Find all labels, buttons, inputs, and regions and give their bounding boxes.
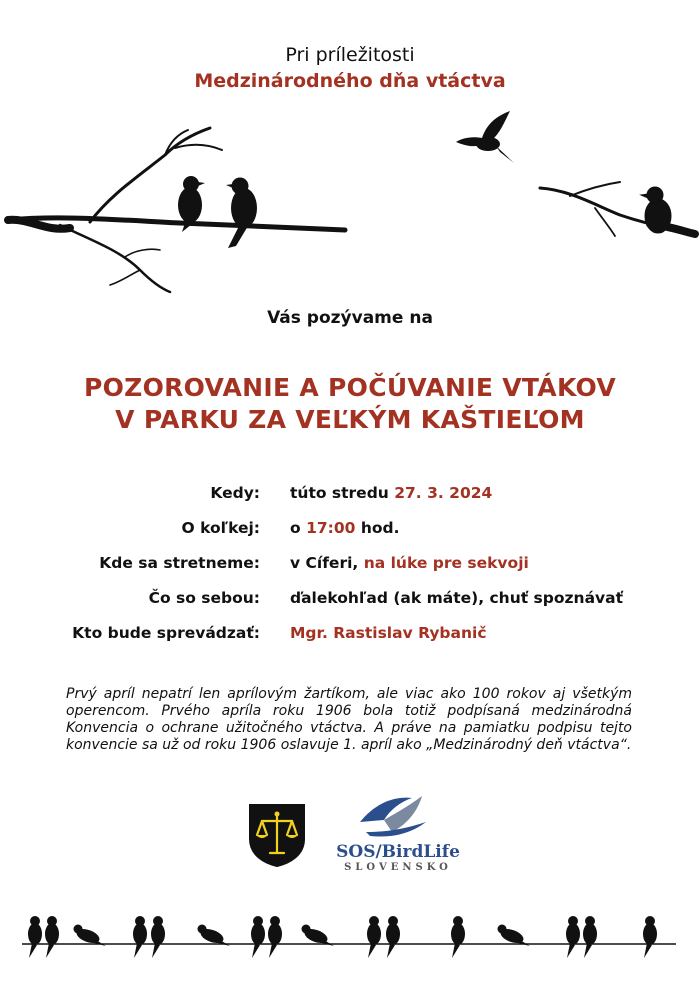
detail-row-when [0, 478, 700, 513]
detail-row-bring [0, 583, 700, 618]
detail-row-meet [0, 548, 700, 583]
intro-line-1: Pri príležitosti [285, 44, 415, 66]
invitation-line: Vás pozývame na [267, 308, 433, 328]
municipal-crest-icon [248, 803, 306, 867]
bird-on-branch-icon [0, 120, 360, 295]
detail-label-bring: Čo so sebou: [148, 589, 260, 607]
detail-row-guide [0, 618, 700, 653]
event-details [0, 478, 700, 653]
detail-label-when: Kedy: [210, 484, 260, 502]
detail-value-time-suffix: hod. [360, 519, 400, 537]
detail-value-meet-text: v Cíferi, [290, 554, 359, 572]
detail-value-time [290, 519, 399, 537]
meeting-place: na lúke pre sekvoji [363, 554, 529, 572]
info-paragraph: Prvý apríl nepatrí len aprílovým žartíkom, ale viac ako 100 rokov aj všetkým operencom. Prvého apríla roku 1906 bola totiž podpísaná medzinárodná Konvencia o ochrane užitočného vtáctva. A práve na pamiatku podpisu tejto konvencie sa už od roku 1906 oslavuje 1. apríl ako „Medzinárodný deň vtáctva“. [66, 686, 632, 753]
detail-value-when-text: túto stredu [290, 484, 389, 502]
detail-value-time-prefix: o [290, 519, 301, 537]
event-time: 17:00 [306, 519, 356, 537]
birdlife-country: SLOVENSKO [344, 862, 452, 873]
detail-label-guide: Kto bude sprevádzať: [72, 624, 260, 642]
guide-name: Mgr. Rastislav Rybanič [290, 624, 487, 642]
detail-value-bring: ďalekohľad (ak máte), chuť spoznávať [290, 589, 624, 607]
event-title-line-2: V PARKU ZA VEĽKÝM KAŠTIEĽOM [115, 405, 585, 434]
detail-row-time [0, 513, 700, 548]
bird-on-branch-icon [530, 170, 700, 250]
intro-line-2: Medzinárodného dňa vtáctva [194, 70, 506, 92]
birdlife-logo-icon [356, 792, 436, 840]
birds-on-wire-icon [0, 912, 700, 968]
birdlife-name: SOS/BirdLife [336, 842, 460, 862]
detail-value-meet [290, 554, 529, 572]
flying-bird-icon [452, 108, 522, 168]
event-date: 27. 3. 2024 [394, 484, 493, 502]
event-title-line-1: POZOROVANIE A POČÚVANIE VTÁKOV [83, 373, 617, 402]
detail-label-meet: Kde sa stretneme: [99, 554, 260, 572]
detail-label-time: O koľkej: [181, 519, 260, 537]
event-title [0, 372, 700, 436]
detail-value-when [290, 484, 492, 502]
